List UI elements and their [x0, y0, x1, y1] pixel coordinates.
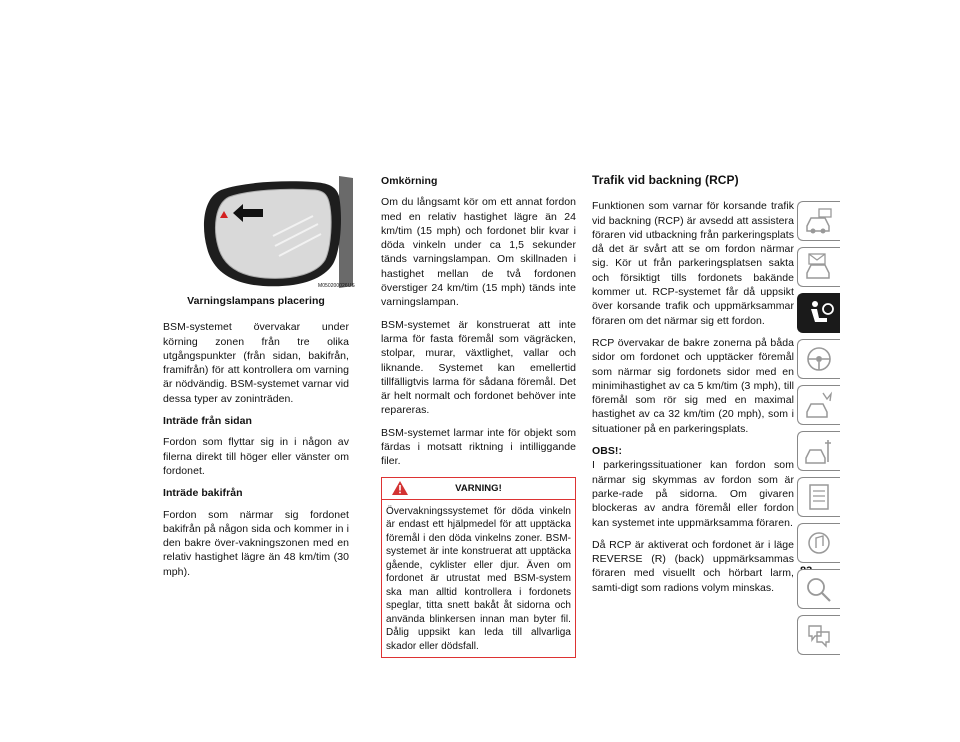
- heading-side-entry: Inträde från sidan: [163, 415, 253, 428]
- opposite-direction-paragraph: BSM-systemet larmar inte för objekt som färdas i motsatt riktning i intilliggande filer.: [381, 426, 576, 468]
- column-middle: [381, 174, 576, 658]
- warning-box: [381, 477, 576, 659]
- car-maintenance-icon: [803, 436, 835, 466]
- rcp-reverse-paragraph: Då RCP är aktiverat och fordonet är i läge REVERSE (R) (back) uppmärksammas föraren med visuellt och hörbart larm, samti-digt som radions volym minskas.: [592, 538, 794, 594]
- airbag-seat-icon: [803, 298, 835, 328]
- language-icon: [803, 620, 835, 650]
- car-mail-icon: [803, 252, 835, 282]
- tab-languages[interactable]: [797, 615, 840, 655]
- tab-driving[interactable]: [797, 339, 840, 379]
- warning-title: VARNING!: [455, 482, 502, 494]
- mirror-figure: [163, 176, 355, 291]
- magnifier-index-icon: [803, 574, 835, 604]
- bsm-intro-paragraph: BSM-systemet övervakar under körning zonen från tre olika utgångspunkter (från sidan, bakifrån, framifrån) för att kontrollera om varning är nödvändig. BSM-systemet varnar vid dessa typer av zoninträden.: [163, 321, 349, 405]
- chapter-tabs: [797, 201, 840, 661]
- music-nav-icon: [803, 528, 835, 558]
- warning-text: Övervakningssystemet för döda vinkeln är endast ett hjälpmedel för att upptäcka föremål i den döda vinkelns zoner. BSM-systemet är inte konstruerat att upptäcka gående, cyklister eller djur. Även om fordonet är utrustat med BSM-system ska man alltid kontrollera i fordonets speglar, titta snett bakåt åt sidorna och använda blinkersen innan man byter fil. Dålig uppsikt kan leda till allvarliga skador eller dödsfall.: [386, 505, 571, 652]
- obs-note: [592, 444, 794, 530]
- tab-servicing[interactable]: [797, 431, 840, 471]
- overtaking-paragraph: Om du långsamt kör om ett annat fordon med en relativ hastighet lägre än 24 km/tim (15 mph) och fordonet blir kvar i döda vinkeln under ca 1,5 sekunder tänds varningslampan. Om skillnaden i hastighet mellan de två fordonen överstiger 24 km/tim (15 mph) tänds inte varningslampan.: [381, 196, 576, 309]
- tab-getting-started[interactable]: [797, 247, 840, 287]
- checklist-icon: [803, 482, 835, 512]
- svg-text:M050200026US: M050200026US: [318, 283, 355, 289]
- tab-emergency[interactable]: [797, 385, 840, 425]
- column-right: [592, 173, 794, 603]
- rcp-intro-paragraph: Funktionen som varnar för korsande trafik vid backning (RCP) är avsedd att assistera föraren vid utbackning från parkeringsplats då det är svårt att se om fordon närmar sig. Kör ut från parkeringsplatsen sakta och försiktigt tills fordonets bakände kommer ut. RCP-systemet får då uppsikt över korsande trafik och uppmärksammar föraren om det närmar sig ett fordon.: [592, 200, 794, 327]
- steering-wheel-icon: [803, 344, 835, 374]
- heading-rear-entry: Inträde bakifrån: [163, 487, 243, 500]
- figure-caption: Varningslampans placering: [187, 295, 325, 307]
- side-mirror-illustration: [163, 176, 355, 291]
- tab-vehicle-intro[interactable]: [797, 201, 840, 241]
- tab-specifications[interactable]: [797, 477, 840, 517]
- section-title-rcp: Trafik vid backning (RCP): [592, 173, 739, 187]
- rear-entry-paragraph: Fordon som närmar sig fordonet bakifrån på någon sida och kommer in i den bakre över-vakningszonen med en relativ hastighet lägre än 48 km/tim (30 mph).: [163, 508, 349, 578]
- side-entry-paragraph: Fordon som flyttar sig in i någon av filerna direkt till höger eller vänster om fordonet.: [163, 436, 349, 477]
- rcp-zones-paragraph: RCP övervakar de bakre zonerna på båda sidor om fordonet och upptäcker föremål som närmar sig fordonets sidor med en minimihastighet av ca 5 km/tim (3 mph), till föremål som rör sig med en maximal hastighet av ca 32 km/tim (20 mph), som i situationer på en parkeringsplats.: [592, 336, 794, 435]
- obs-label: OBS!:: [592, 445, 622, 458]
- tab-index[interactable]: [797, 569, 840, 609]
- heading-overtaking: Omkörning: [381, 175, 438, 187]
- obs-text: I parkeringssituationer kan fordon som närmar sig skymmas av fordon som är parke-rade på sidorna. Om givaren blockeras av andra föremål eller fordon kan systemet inte uppmärksamma föraren.: [592, 459, 794, 529]
- warning-header: [382, 478, 575, 500]
- tab-multimedia[interactable]: [797, 523, 840, 563]
- car-crash-icon: [803, 390, 835, 420]
- car-dashboard-icon: [803, 206, 835, 236]
- tab-safety[interactable]: [797, 293, 840, 333]
- column-left: [163, 176, 355, 587]
- static-objects-paragraph: BSM-systemet är konstruerat att inte larma för fasta föremål som vägräcken, stolpar, murar, växtlighet, vallar och liknande. Systemet kan emellertid tillfälligtvis larma för sådana föremål. Det är helt normalt och fordonet behöver inte repareras.: [381, 318, 576, 417]
